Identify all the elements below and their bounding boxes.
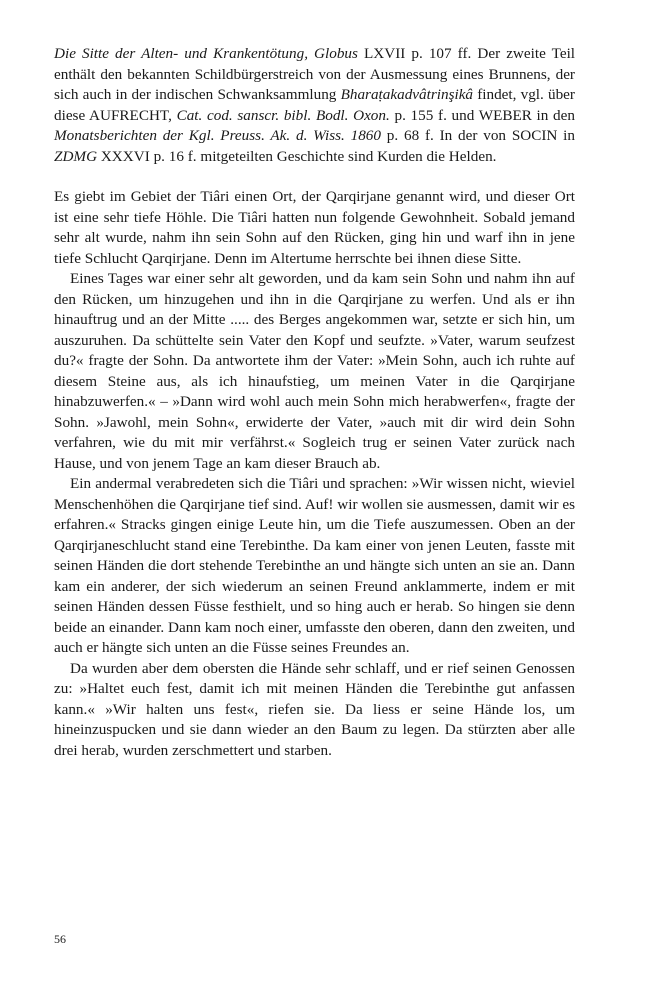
body-paragraph-1: Es giebt im Gebiet der Tiâri einen Ort, der Qarqirjane genannt wird, und dieser Ort ist eine sehr tiefe Höhle. Die Tiâri hatten nun folgende Gewohnheit. Sobald jemand sehr alt wurde, nahm ihn sein Sohn auf den Rücken, ging hin und warf ihn in jene tiefe Schlucht Qarqirjane. Denn im Altertume herrschte bei ihnen diese Sitte. [54,188,575,267]
footnote-part: ZDMG [54,147,98,165]
footnote-part: Cat. cod. sanscr. bibl. Bodl. Oxon. [176,106,390,124]
footnote-part: Monatsberichten der Kgl. Preuss. Ak. d. Wiss. 1860 [54,127,381,144]
body-paragraph-2: Eines Tages war einer sehr alt geworden, und da kam sein Sohn und nahm ihn auf den Rücken, um hinzugehen und ihn in die Qarqirjane zu werfen. Und als er ihn hinauftrug und an der Mitte ..... des Berges angekommen war, setzte er sich hin, um auszuruhen. Da schüttelte sein Vater den Kopf und seufzte. »Vater, warum seufzest du?« fragte der Sohn. Da antwortete ihm der Vater: »Mein Sohn, auch ich ruhte auf diesem Steine aus, als ich hinaufstieg, um meinen Vater in die Qarqirjane hinabzuwerfen.« – »Dann wird wohl auch mein Sohn mich herabwerfen«, fragte der Sohn. »Jawohl, mein Sohn«, erwiderte der Vater, »auch mit dir wird dein Sohn verfahren, wie du mit mir verfährst.« Sogleich trug er seinen Vater zurück nach Hause, und von jenem Tage an kam dieser Brauch ab. [54,270,575,472]
body-paragraph-3: Ein andermal verabredeten sich die Tiâri und sprachen: »Wir wissen nicht, wieviel Menschenhöhen die Qarqirjane tief sind. Auf! wir wollen sie ausmessen, damit wir es erfahren.« Stracks gingen einige Leute hin, um die Tiefe auszumessen. Oben an der Qarqirjaneschlucht stand eine Terebinthe. Da kam einer von jenen Leuten, fasste mit seinen Händen die dort stehende Terebinthe an und hängte sich unten an sie an. Dann kam ein anderer, der sich wiederum an seinen Freund anklammerte, indem er mit seinen Händen dessen Füsse festhielt, und so hing auch er herab. So hingen sie denn beide an einander. Dann kam noch einer, umfasste den oberen, dann den zweiten, und auch er hängte sich unten an die Füsse seines Freundes an. [54,475,575,656]
footnote-paragraph [54,44,575,167]
page-body [54,44,575,761]
footnote-part: p. 155 f. und WEBER in den [389,106,575,124]
footnote-part: p. 68 f. In der von SOCIN in [381,127,575,144]
page-number: 56 [54,932,66,946]
footnote-part: Die Sitte der Alten- und Krankentötung, Globus [54,45,358,62]
footnote-part: XXXVI p. 16 f. mitgeteilten Geschichte sind Kurden die Helden. [97,147,497,165]
body-paragraph-4: Da wurden aber dem obersten die Hände sehr schlaff, und er rief seinen Genossen zu: »Haltet euch fest, damit ich mit meinen Händen die Terebinthe gut anfassen kann.« »Wir halten uns fest«, riefen sie. Da liess er seine Hände los, um hineinzuspucken und sie dann wieder an den Baum zu legen. Da stürzten aber alle drei herab, wurden zerschmettert und starben. [54,659,575,759]
footnote-part: Bharaṭakadvâtrinşikâ [340,86,474,103]
footnote-part: LXVII p. 107 ff. Der zweite Teil enthält den bekannten Schildbürgerstreich von der Ausmessung eines Brunnens, der sich auch in der indischen Schwanksammlung [54,45,576,103]
footnote-part: findet, vgl. über diese AUFRECHT, [54,86,575,124]
